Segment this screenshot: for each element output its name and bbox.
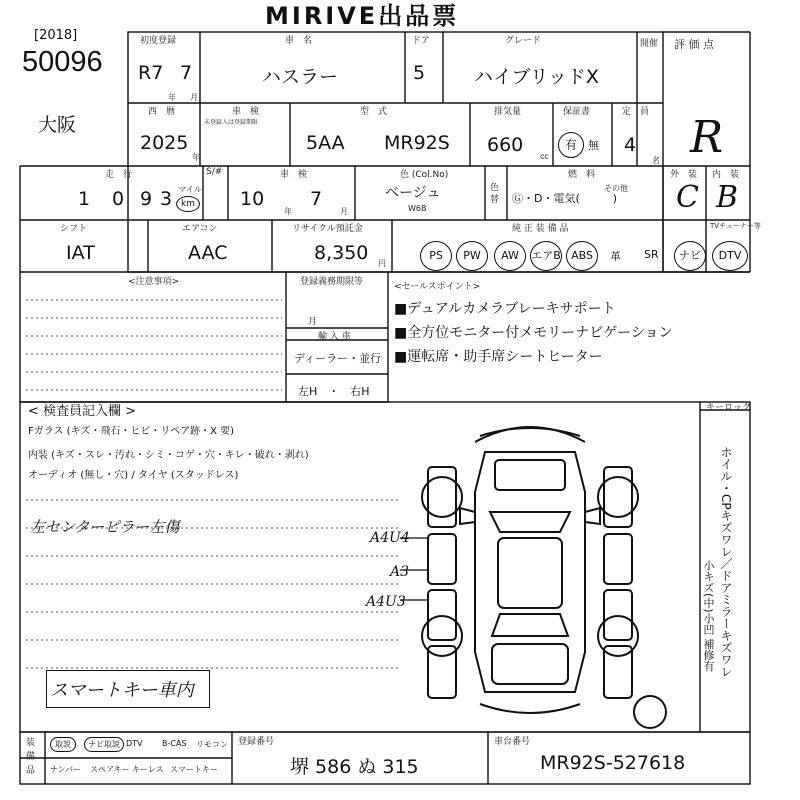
glass-line: Fガラス (キズ・飛石・ヒビ・リペア跡・X 要) xyxy=(28,426,235,437)
color-code: W6B xyxy=(408,204,427,213)
equip-leather: 革 xyxy=(610,250,621,263)
shaken-month-unit: 月 xyxy=(340,207,348,216)
key-lock-label: キーロック xyxy=(706,403,751,413)
first-reg-era: R7 xyxy=(138,62,164,84)
shift-value: IAT xyxy=(66,242,95,264)
mileage-digit-4: 3 xyxy=(160,188,173,210)
fuel-label: 燃 料 xyxy=(568,170,596,180)
displacement-value: 660 xyxy=(487,134,524,156)
capacity-label: 定 員 xyxy=(622,107,650,117)
inspect-note: 未登録入は登録期限 xyxy=(204,119,259,126)
inspect-label: 車 検 xyxy=(232,107,260,117)
sales-point-2: ■全方位モニター付メモリーナビゲーション xyxy=(394,325,673,341)
fuel-options: Ⓖ・D・電気( ) xyxy=(512,192,618,205)
western-label: 西 暦 xyxy=(148,107,176,117)
displacement-label: 排気量 xyxy=(494,107,522,117)
equip-airbag: エアB xyxy=(530,241,562,271)
interior-label: 内 装 xyxy=(712,170,740,180)
equip-abs: ABS xyxy=(566,241,598,271)
ac-label: エアコン xyxy=(182,224,218,234)
auction-label: 開催 xyxy=(640,39,659,49)
color-value: ベージュ xyxy=(385,185,441,201)
import-label: 輸 入 車 xyxy=(318,332,351,342)
tv-label: TVチューナー等 xyxy=(710,222,761,230)
sh-label: S/# xyxy=(206,167,223,177)
handle-value: 左H ・ 右H xyxy=(298,385,370,398)
sales-point-3: ■運転席・助手席シートヒーター xyxy=(394,349,603,365)
type-prefix: 5AA xyxy=(306,132,345,154)
mileage-digit-1: 1 xyxy=(78,188,91,210)
sales-point-1: ■デュアルカメラブレーキサポート xyxy=(394,301,616,317)
lot-number: 50096 xyxy=(22,46,103,78)
shaken-month: 7 xyxy=(310,188,323,210)
first-reg-label: 初度登録 xyxy=(140,36,177,46)
equip-dtv: DTV xyxy=(712,241,748,271)
warranty-no: 無 xyxy=(588,139,599,152)
mileage-label: 走 行 xyxy=(105,170,133,180)
equip-sunroof: SR xyxy=(644,248,659,261)
side-note: ホイル・CPキズワレ／ドアミラーキズワレ xyxy=(719,446,733,678)
displacement-unit: cc xyxy=(540,152,549,161)
mile-label: マイル xyxy=(178,185,202,194)
equip-navi: ナビ xyxy=(674,241,706,271)
audio-line: オーディオ (無し・穴) / タイヤ (スタッドレス) xyxy=(28,470,239,481)
opt-navi-manual: ナビ取説 xyxy=(84,737,124,752)
sheet-title: MIRIVE出品票 xyxy=(265,2,460,30)
chassis-value: MR92S-527618 xyxy=(540,752,686,774)
footer-label: 装備品 xyxy=(26,738,36,776)
car-diagram xyxy=(400,412,700,732)
color-label: 色 (Col.No) xyxy=(400,170,449,180)
caution-label: <注意事項> xyxy=(128,277,180,287)
side-note-2: 小キズ(中)小凹 補修有 xyxy=(702,560,715,672)
opt-manual: 取説 xyxy=(50,737,76,752)
damage-code-3: A4U3 xyxy=(366,594,406,610)
model-name: ハスラー xyxy=(262,66,339,88)
reg-label: 登録義務期限等 xyxy=(300,277,364,287)
first-reg-month: 7 xyxy=(180,62,193,84)
type-code: MR92S xyxy=(384,132,450,154)
ac-value: AAC xyxy=(188,242,228,264)
inspector-handnote: 左センターピラー左傷 xyxy=(30,518,180,536)
interior-line: 内装 (キズ・スレ・汚れ・シミ・コゲ・穴・キレ・破れ・剥れ) xyxy=(28,450,309,461)
exterior-label: 外 装 xyxy=(670,170,698,180)
recycle-unit: 円 xyxy=(378,259,386,268)
opt-dtv: DTV xyxy=(126,739,143,748)
import-value: ディーラー・並行 xyxy=(294,352,382,365)
rating-label: 評 価 点 xyxy=(674,38,714,51)
month-unit: 月 xyxy=(190,93,198,102)
opt-keyless: キーレス xyxy=(132,765,164,774)
smartkey-note: スマートキー車内 xyxy=(50,680,194,701)
shaken-year-unit: 年 xyxy=(284,207,292,216)
opt-bcas: B-CAS xyxy=(162,739,187,748)
damage-code-1: A4U4 xyxy=(370,530,410,546)
fuel-other: その他 xyxy=(604,184,628,193)
opt-spare-key: スペアキー xyxy=(90,765,130,774)
rating-value: R xyxy=(690,112,724,163)
km-circle: km xyxy=(176,196,200,212)
recycle-value: 8,350 xyxy=(314,242,369,264)
western-year: 2025 xyxy=(140,132,189,154)
doors-label: ドア xyxy=(412,36,430,46)
lot-year: [2018] xyxy=(34,28,78,43)
shaken-year: 10 xyxy=(240,188,265,210)
opt-remote: リモコン xyxy=(196,740,228,749)
venue: 大阪 xyxy=(38,114,77,136)
mileage-digit-2: 0 xyxy=(112,188,125,210)
warranty-label: 保証書 xyxy=(563,107,591,117)
capacity-value: 4 xyxy=(624,134,637,156)
grade-label: グレード xyxy=(505,36,542,46)
plate-label: 登録番号 xyxy=(238,737,275,747)
equipment-label: 純 正 装 備 品 xyxy=(512,224,569,234)
chassis-label: 車台番号 xyxy=(494,737,531,747)
mileage-digit-3: 9 xyxy=(140,188,153,210)
doors-value: 5 xyxy=(413,62,426,84)
warranty-yes: 有 xyxy=(558,132,584,158)
damage-code-2: A3 xyxy=(390,564,410,580)
capacity-unit: 名 xyxy=(652,156,660,165)
interior-value: B xyxy=(716,180,739,215)
repaint-label: 色替 xyxy=(490,183,500,205)
reg-month: 月 xyxy=(308,317,318,327)
plate-value: 堺 586 ぬ 315 xyxy=(290,756,419,778)
shaken-label: 車 検 xyxy=(280,170,308,180)
opt-smart-key: スマートキー xyxy=(170,765,218,774)
recycle-label: リサイクル預託金 xyxy=(292,224,363,234)
sales-label: <セールスポイント> xyxy=(394,282,481,292)
type-label: 型 式 xyxy=(360,107,388,117)
western-year-unit: 年 xyxy=(192,153,200,162)
equip-ps: PS xyxy=(420,241,452,271)
model-label: 車 名 xyxy=(285,36,313,46)
grade-value: ハイブリッドX xyxy=(474,66,599,88)
equip-aw: AW xyxy=(494,241,526,271)
inspector-label: < 検査員記入欄 > xyxy=(28,404,137,419)
exterior-value: C xyxy=(676,180,699,215)
equip-pw: PW xyxy=(456,241,488,271)
opt-plate: ナンバー xyxy=(50,765,82,774)
year-unit: 年 xyxy=(168,93,176,102)
shift-label: シフト xyxy=(60,224,88,234)
